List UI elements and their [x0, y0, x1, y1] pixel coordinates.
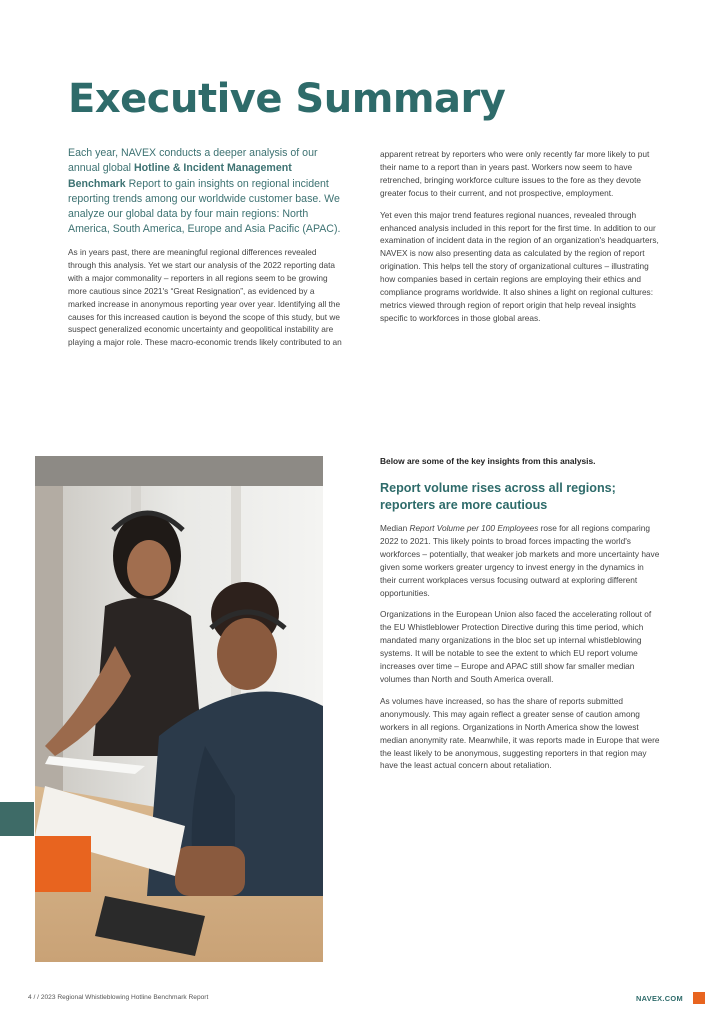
insights-paragraph-1: [380, 522, 660, 599]
teal-accent-block: [0, 802, 34, 836]
left-text-column: [68, 246, 344, 358]
insights-heading: Report volume rises across all regions; reporters are more cautious: [380, 481, 616, 512]
footer-website-link[interactable]: NAVEX.COM: [636, 994, 683, 1003]
insights-paragraph-3: As volumes have increased, so has the share of reports submitted anonymously. This may again reflect a greater sense of caution among workers in all regions. Organizations in North America show the lowest median anonymity rate. Meanwhile, it was reports made in Europe that were the least likely to be anonymous, suggesting reporters in that region may have the least actual concern about retaliation.: [380, 695, 660, 771]
right-paragraph-1: apparent retreat by reporters who were only recently far more likely to put their name to a report than in years past. Workers now seem to have retrenched, bringing workforce culture issues to the fore as they devote greater focus to their current, and not prospective, employment.: [380, 149, 650, 198]
insights-paragraph-2: Organizations in the European Union also faced the accelerating rollout of the EU Whistleblower Protection Directive during this time period, which mandated many organizations in the bloc set up internal whistleblowing systems. It will be notable to see the extent to which EU report volume increases over time – Europe and APAC still show far smaller median volumes than North and South America overall.: [380, 609, 652, 684]
intro-text-end: Report to gain insights on regional incident reporting trends among our worldwide customer base. We analyze our global data by four main regions: North America, South America, Europe and Asia Pacific (APAC).: [68, 177, 341, 236]
right-text-column: [380, 148, 660, 334]
intro-text-start: Each year, NAVEX conducts a deeper analysis of our annual global: [68, 147, 318, 175]
page-title: Executive Summary: [68, 76, 506, 122]
p1-metric-name: Report Volume per 100 Employees: [409, 523, 539, 533]
orange-accent-block: [35, 836, 91, 892]
insights-column: [380, 456, 660, 781]
right-paragraph-2: Yet even this major trend features regional nuances, revealed through enhanced analysis included in this report for the first time. In addition to our examination of incident data in the region of an organization's headquarters, NAVEX is now also presenting data as calculated by the region of report origination. This helps tell the story of organizational cultures – illustrating how companies based in certain regions are employing their ethics and compliance programs worldwide. It also shines a light on regional cultures: metrics viewed through region of report origin that help reveal insights specific to workforces in those global areas.: [380, 209, 659, 323]
p1-rest: rose for all regions comparing 2022 to 2021. This likely points to broad forces impacting the world's workforces – potentially, that weaker job markets and more uncertainty have given some workers greater urgency to invest energy in the dynamics in their current workplaces versus focusing outward at exploring different opportunities.: [380, 523, 660, 598]
intro-bold-report-name: Hotline & Incident Management Benchmark: [68, 162, 292, 190]
footer-page-label: 4 / / 2023 Regional Whistleblowing Hotline Benchmark Report: [28, 994, 209, 1001]
left-paragraph-1: As in years past, there are meaningful regional differences revealed through this analysis. Yet we start our analysis of the 2022 reporting data with a major commonality – reporters in all regions seem to be growing more cautious since 2021's “Great Resignation”, as evidenced by a marked increase in anonymous reporting year over year. Identifying all the causes for this increased caution is beyond the scope of this study, but we suspect generalized economic uncertainty and geopolitical instability are playing a major role. These macro-economic trends likely contributed to an: [68, 247, 342, 348]
footer-orange-square: [693, 992, 705, 1004]
intro-paragraph: [68, 146, 350, 238]
insights-lead: Below are some of the key insights from this analysis.: [380, 456, 596, 466]
p1-prefix: Median: [380, 523, 410, 533]
